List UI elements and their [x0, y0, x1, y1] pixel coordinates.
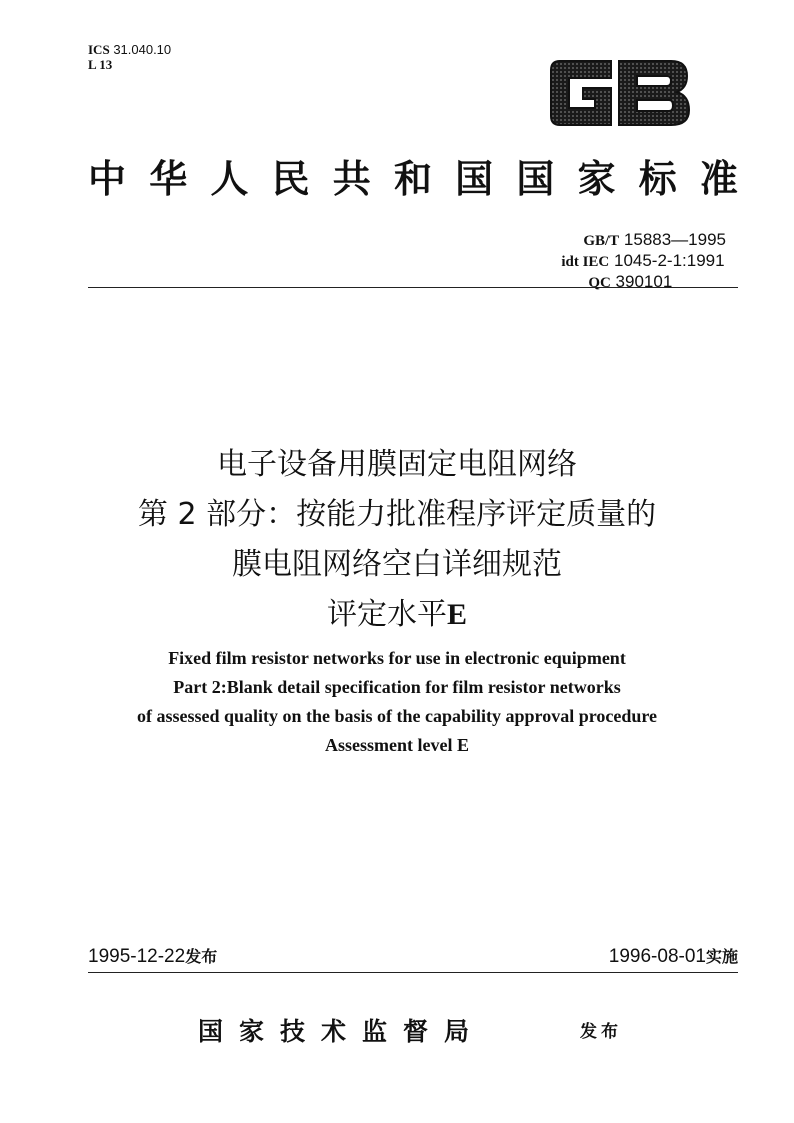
qc-line — [561, 272, 726, 293]
issue-date-block — [88, 946, 217, 968]
ics-line — [88, 42, 171, 57]
impl-date: 1996-08-01 — [608, 946, 706, 967]
gb-number: 15883—1995 — [623, 230, 726, 249]
publisher-name: 国家技术监督局 — [198, 1017, 486, 1046]
gb-number-line — [561, 230, 726, 251]
chinese-title — [0, 440, 794, 640]
english-title — [0, 644, 794, 760]
qc-number: 390101 — [615, 272, 673, 291]
title-char: 国 — [455, 156, 494, 201]
issue-tag: 发布 — [185, 947, 218, 966]
title-char: 民 — [271, 156, 310, 201]
date-row — [88, 946, 738, 968]
cn-level-text: 评定水平 — [326, 597, 447, 632]
idt-number: 1045-2-1:1991 — [613, 251, 725, 270]
ics-code: 31.040.10 — [113, 42, 172, 57]
en-title-line2: Part 2:Blank detail specification for film resistor networks — [173, 677, 621, 697]
ics-label: ICS — [88, 42, 110, 57]
title-char: 准 — [699, 156, 738, 201]
en-title-line4: Assessment level E — [325, 735, 469, 755]
title-char: 国 — [516, 156, 555, 201]
cn-level-letter: E — [446, 598, 467, 631]
en-title-line3: of assessed quality on the basis of the capability approval procedure — [136, 706, 658, 726]
impl-tag: 实施 — [705, 947, 738, 966]
gb-prefix: GB/T — [583, 233, 620, 249]
standard-numbers — [561, 230, 726, 293]
gb-logo-icon — [543, 58, 691, 128]
cn-title-line3: 膜电阻网络空白详细规范 — [232, 547, 562, 582]
classification-codes — [88, 42, 171, 72]
cn-title-line1: 电子设备用膜固定电阻网络 — [217, 447, 577, 482]
publisher-tag: 发布 — [580, 1022, 622, 1042]
qc-prefix: QC — [588, 275, 611, 291]
header-divider — [88, 287, 738, 288]
en-title-line1: Fixed film resistor networks for use in electronic equipment — [168, 648, 626, 668]
idt-line — [561, 251, 726, 272]
idt-prefix: idt IEC — [561, 254, 610, 270]
cn-title-line4 — [0, 590, 794, 640]
issue-date: 1995-12-22 — [88, 946, 186, 967]
standard-category-title — [88, 156, 738, 202]
impl-date-block — [609, 946, 738, 968]
ccs-code: L 13 — [88, 57, 113, 72]
title-char: 家 — [577, 156, 616, 201]
title-char: 共 — [332, 156, 371, 201]
title-char: 标 — [638, 156, 677, 201]
title-char: 人 — [210, 156, 249, 201]
title-char: 和 — [393, 156, 432, 201]
footer-divider — [88, 972, 738, 973]
title-char: 华 — [149, 156, 188, 201]
cn-title-line2: 第 2 部分：按能力批准程序评定质量的 — [137, 497, 657, 532]
title-char: 中 — [88, 156, 127, 201]
